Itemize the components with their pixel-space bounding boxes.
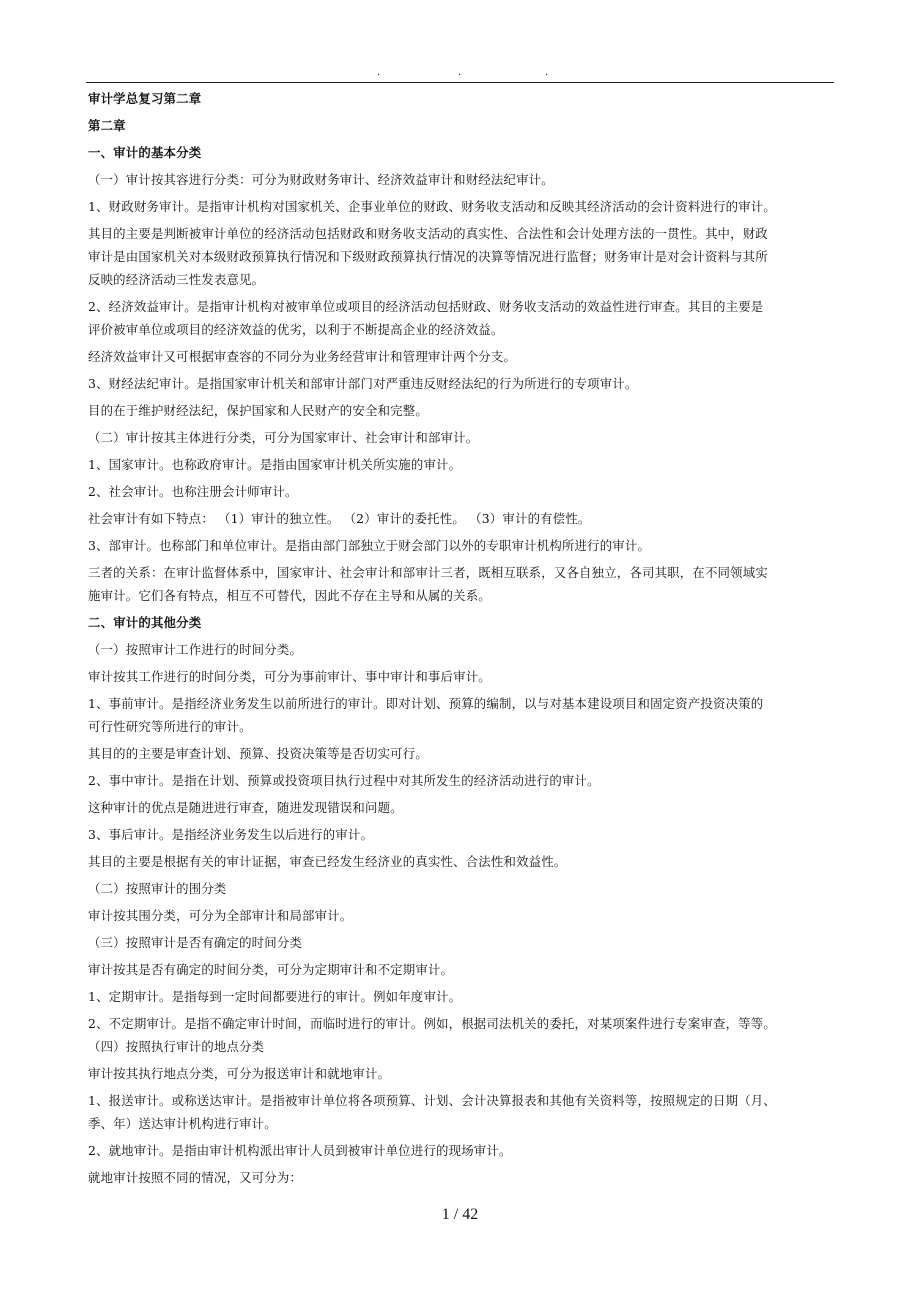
paragraph-line: 这种审计的优点是随进进行审查，随进发现错误和问题。 — [88, 800, 403, 815]
paragraph-line: 审计按其工作进行的时间分类，可分为事前审计、事中审计和事后审计。 — [88, 669, 491, 684]
page-number: 1 / 42 — [441, 1206, 479, 1223]
header-dot: . — [545, 67, 549, 78]
paragraph-line: 可行性研究等所进行的审计。 — [88, 719, 252, 734]
paragraph-line: 1、国家审计。也称政府审计。是指由国家审计机关所实施的审计。 — [88, 457, 462, 472]
paragraph-line: 1、事前审计。是指经济业务发生以前所进行的审计。即对计划、预算的编制，以与对基本建设项目和固定资产投资决策的 — [88, 696, 764, 711]
paragraph-line: 3、部审计。也称部门和单位审计。是指由部门部独立于财会部门以外的专职审计机构所进行的审计。 — [88, 538, 651, 553]
paragraph-line: 社会审计有如下特点： （1）审计的独立性。 （2）审计的委托性。 （3）审计的有偿性。 — [88, 511, 591, 526]
paragraph-line: 审计是由国家机关对本级财政预算执行情况和下级财政预算执行情况的决算等情况进行监督；财务审计是对会计资料与其所 — [88, 249, 768, 264]
document-body — [88, 87, 836, 1189]
paragraph-line: 其目的主要是判断被审计单位的经济活动包括财政和财务收支活动的真实性、合法性和会计处理方法的一贯性。其中，财政 — [88, 226, 768, 241]
paragraph-line: 反映的经济活动三性发表意见。 — [88, 272, 265, 287]
section-heading: 二、审计的其他分类 — [88, 615, 202, 630]
paragraph-line: 3、财经法纪审计。是指国家审计机关和部审计部门对严重违反财经法纪的行为所进行的专项审计。 — [88, 376, 638, 391]
paragraph-line: （二）按照审计的围分类 — [88, 881, 227, 896]
paragraph-line: 1、财政财务审计。是指审计机构对国家机关、企事业单位的财政、财务收支活动和反映其经济活动的会计资料进行的审计。 — [88, 199, 776, 214]
header-dots — [0, 68, 920, 82]
paragraph-line: 审计按其执行地点分类，可分为报送审计和就地审计。 — [88, 1066, 391, 1081]
paragraph-line: 1、定期审计。是指每到一定时间都要进行的审计。例如年度审计。 — [88, 989, 462, 1004]
paragraph-line: （二）审计按其主体进行分类，可分为国家审计、社会审计和部审计。 — [88, 430, 479, 445]
paragraph-line: 2、社会审计。也称注册会计师审计。 — [88, 484, 298, 499]
header-dot: . — [458, 67, 462, 78]
paragraph-line: 2、经济效益审计。是指审计机构对被审单位或项目的经济活动包括财政、财务收支活动的效益性进行审查。其目的主要是 — [88, 299, 764, 314]
paragraph-line: 就地审计按照不同的情况，又可分为： — [88, 1170, 303, 1185]
paragraph-line: 2、事中审计。是指在计划、预算或投资项目执行过程中对其所发生的经济活动进行的审计。 — [88, 773, 600, 788]
paragraph-line: 评价被审单位或项目的经济效益的优劣，以利于不断提高企业的经济效益。 — [88, 322, 504, 337]
paragraph-line: 2、就地审计。是指由审计机构派出审计人员到被审计单位进行的现场审计。 — [88, 1143, 512, 1158]
paragraph-line: （一）审计按其容进行分类：可分为财政财务审计、经济效益审计和财经法纪审计。 — [88, 172, 554, 187]
paragraph-line: 经济效益审计又可根据审查容的不同分为业务经营审计和管理审计两个分支。 — [88, 349, 517, 364]
section-heading: 审计学总复习第二章 — [88, 91, 202, 106]
paragraph-line: 季、年）送达审计机构进行审计。 — [88, 1116, 277, 1131]
paragraph-line: 三者的关系：在审计监督体系中，国家审计、社会审计和部审计三者，既相互联系，又各自独立，各司其职，在不同领域实 — [88, 565, 768, 580]
paragraph-line: 其目的主要是根据有关的审计证据，审查已经发生经济业的真实性、合法性和效益性。 — [88, 854, 567, 869]
paragraph-line: 1、报送审计。或称送达审计。是指被审计单位将各项预算、计划、会计决算报表和其他有关资料等，按照规定的日期（月、 — [88, 1093, 776, 1108]
paragraph-line: 3、事后审计。是指经济业务发生以后进行的审计。 — [88, 827, 374, 842]
paragraph-line: 其目的的主要是审查计划、预算、投资决策等是否切实可行。 — [88, 746, 428, 761]
paragraph-line: 审计按其是否有确定的时间分类，可分为定期审计和不定期审计。 — [88, 962, 454, 977]
section-heading: 一、审计的基本分类 — [88, 145, 202, 160]
paragraph-line: 审计按其围分类，可分为全部审计和局部审计。 — [88, 908, 353, 923]
header-rule — [86, 82, 834, 83]
paragraph-line: （三）按照审计是否有确定的时间分类 — [88, 935, 303, 950]
paragraph-line: （四）按照执行审计的地点分类 — [88, 1039, 265, 1054]
header-dot: . — [377, 67, 381, 78]
section-heading: 第二章 — [88, 118, 126, 133]
paragraph-line: （一）按照审计工作进行的时间分类。 — [88, 642, 303, 657]
paragraph-line: 施审计。它们各有特点，相互不可替代，因此不存在主导和从属的关系。 — [88, 588, 491, 603]
paragraph-line: 目的在于维护财经法纪，保护国家和人民财产的安全和完整。 — [88, 403, 428, 418]
paragraph-line: 2、不定期审计。是指不确定审计时间，而临时进行的审计。例如，根据司法机关的委托，对某项案件进行专案审查，等等。 — [88, 1016, 776, 1031]
